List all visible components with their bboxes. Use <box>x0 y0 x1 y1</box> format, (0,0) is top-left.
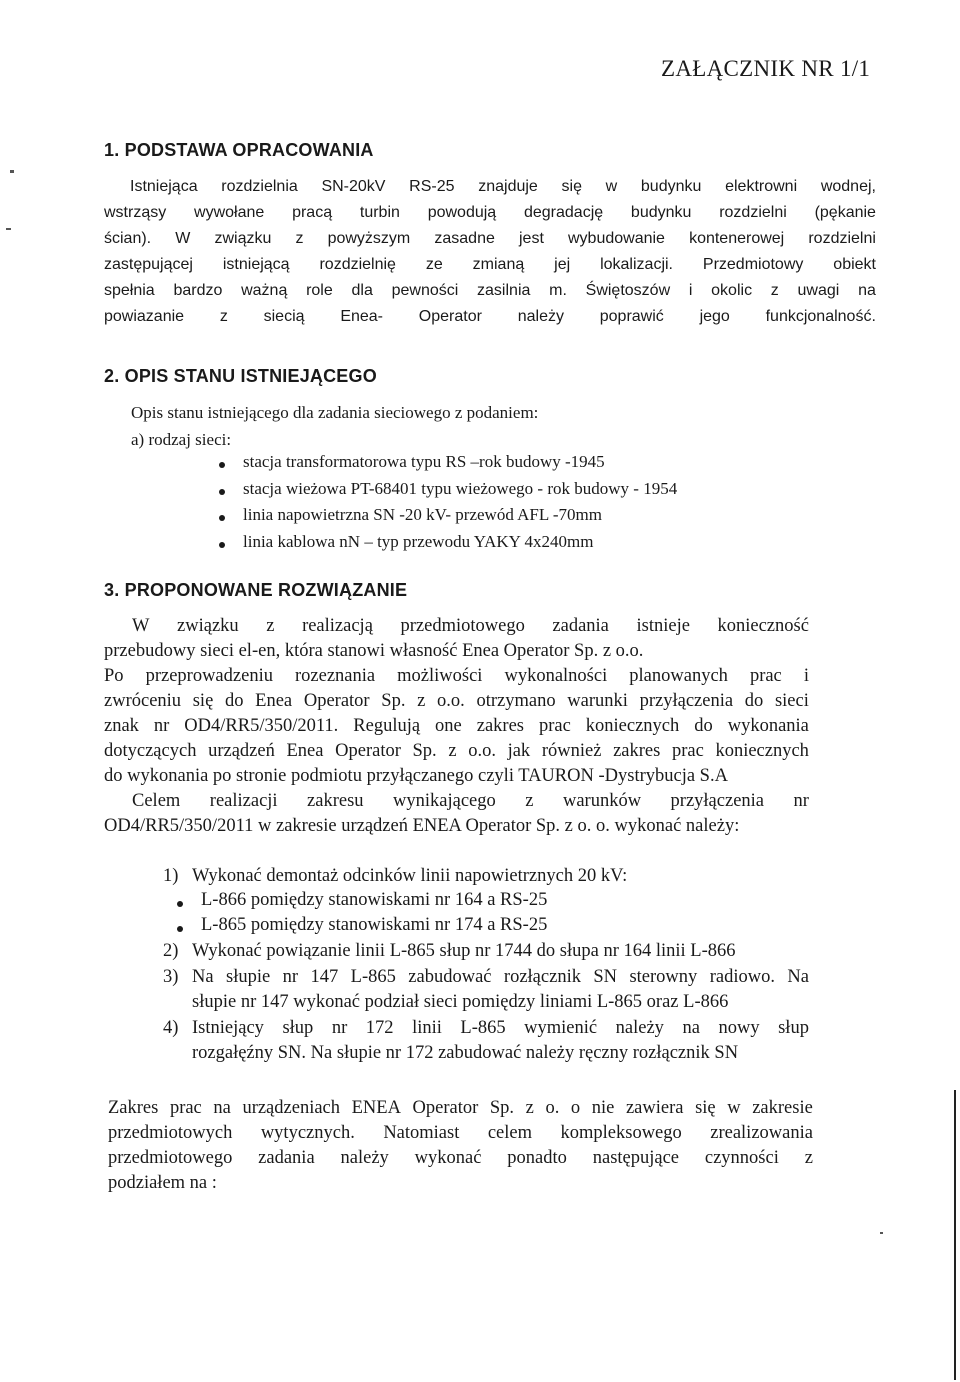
list-item: stacja wieżowa PT-68401 typu wieżowego - rok budowy - 1954 <box>243 479 678 498</box>
word: z <box>219 308 228 325</box>
section-3-paragraph <box>104 616 809 841</box>
word: one <box>435 716 462 736</box>
word: Na <box>192 967 214 987</box>
word: należy <box>615 1018 664 1038</box>
word: budynku <box>630 204 692 221</box>
word: Operator <box>418 308 482 325</box>
paragraph-line <box>104 282 876 308</box>
page-title: ZAŁĄCZNIK NR 1/1 <box>661 56 871 81</box>
word: Istniejący <box>192 1018 264 1038</box>
word: planowanych <box>629 666 728 686</box>
word: 172 <box>365 1018 394 1038</box>
word: z <box>417 691 426 711</box>
word: wywołane <box>194 204 265 221</box>
bullet-icon <box>219 462 225 468</box>
paragraph-line <box>104 741 809 766</box>
word: Operator <box>412 1098 479 1118</box>
word: należy <box>340 1148 389 1168</box>
item-line <box>192 967 809 992</box>
word: ENEA <box>351 1098 401 1118</box>
paragraph-line: do wykonania po stronie podmiotu przyłączanego czyli TAURON -Dystrybucja S.A <box>104 766 728 786</box>
section-1-paragraph <box>104 178 876 334</box>
word: poprawić <box>599 308 664 325</box>
item-line <box>192 1018 809 1043</box>
word: Natomiast <box>383 1123 460 1143</box>
word: następujące <box>592 1148 680 1168</box>
word: zakres <box>613 741 661 761</box>
word: przedmiotowego <box>400 616 525 636</box>
word: rozłącznik <box>503 967 581 987</box>
word: radiowo. <box>709 967 775 987</box>
word: prac <box>749 666 782 686</box>
word: L-865 <box>350 967 396 987</box>
bullet-icon <box>219 489 225 495</box>
item-text: Wykonać demontaż odcinków linii napowietrznych 20 kV: <box>192 866 628 886</box>
item-line: słupie nr 147 wykonać podział sieci pomiędzy liniami L-865 oraz L-866 <box>192 992 729 1012</box>
word: prac <box>671 741 704 761</box>
word: należy <box>517 308 564 325</box>
item-line: rozgałęźny SN. Na słupie nr 172 zabudować należy ręczny rozłącznik SN <box>192 1043 739 1063</box>
word: degradację <box>523 204 604 221</box>
word: zawiera <box>625 1098 684 1118</box>
list-item: linia kablowa nN – typ przewodu YAKY 4x240mm <box>243 532 594 551</box>
word: funkcjonalność. <box>765 308 876 325</box>
scan-speck <box>880 1232 883 1234</box>
word: o <box>570 1098 581 1118</box>
word: Operator <box>335 741 401 761</box>
word: znajduje <box>478 178 538 195</box>
paragraph-line <box>104 616 809 641</box>
word: z <box>448 741 457 761</box>
item-text <box>192 967 809 1017</box>
word: z <box>295 230 304 247</box>
word: wykonania <box>727 716 809 736</box>
bullet-icon <box>219 515 225 521</box>
word: istnieje <box>636 616 690 636</box>
word: Na <box>787 967 809 987</box>
word: w <box>605 178 618 195</box>
word: na <box>213 1098 231 1118</box>
word: otrzymano <box>476 691 556 711</box>
word: możliwości <box>397 666 483 686</box>
word: się <box>561 178 582 195</box>
word: Enea <box>255 691 293 711</box>
word: OD4/RR5/350/2011. <box>184 716 339 736</box>
word: Enea- <box>340 308 384 325</box>
word: słupie <box>226 967 271 987</box>
word: zabudować <box>408 967 492 987</box>
word: m. <box>549 282 567 299</box>
word: się <box>192 691 214 711</box>
paragraph-line <box>104 791 809 816</box>
word: rozdzielni <box>808 230 876 247</box>
word: rozeznania <box>295 666 376 686</box>
paragraph-line <box>104 204 876 230</box>
word: nr <box>331 1018 348 1038</box>
word: realizacji <box>209 791 278 811</box>
word: budynku <box>640 178 702 195</box>
section-2-sub: a) rodzaj sieci: <box>131 430 232 449</box>
word: do <box>224 691 244 711</box>
word: Zakres <box>108 1098 159 1118</box>
word: powyższym <box>327 230 411 247</box>
word: kompleksowego <box>560 1123 682 1143</box>
word: warunki <box>567 691 628 711</box>
word: prac <box>169 1098 202 1118</box>
item-number: 4) <box>163 1018 179 1038</box>
word: elektrowni <box>725 178 798 195</box>
word: przyłączenia <box>639 691 734 711</box>
word: okolic <box>711 282 753 299</box>
word: jak <box>507 741 531 761</box>
word: dotyczących <box>104 741 197 761</box>
word: wstrząsy <box>104 204 167 221</box>
paragraph-line <box>104 691 809 716</box>
word: rozdzielnia <box>221 178 298 195</box>
word: lokalizacji. <box>600 256 673 273</box>
word: na <box>858 282 876 299</box>
word: Świętoszów <box>585 282 671 299</box>
scan-edge-line <box>954 1090 956 1380</box>
word: turbin <box>359 204 400 221</box>
paragraph-line <box>104 230 876 256</box>
word: zasadne <box>434 230 495 247</box>
word: nr <box>793 791 809 811</box>
word: wymienić <box>524 1018 598 1038</box>
word: z <box>525 791 534 811</box>
word: Enea <box>286 741 324 761</box>
paragraph-line: przebudowy sieci el-en, która stanowi własność Enea Operator Sp. z o.o. <box>104 641 644 661</box>
word: do <box>694 716 713 736</box>
word: się <box>695 1098 716 1118</box>
word: koniecznych <box>715 741 809 761</box>
word: SN-20kV <box>321 178 386 195</box>
word: powiazanie <box>104 308 185 325</box>
list-item: stacja transformatorowa typu RS –rok budowy -1945 <box>243 452 605 471</box>
scan-speck <box>10 170 14 173</box>
word: uwagi <box>797 282 840 299</box>
word: rozdzielni <box>719 204 787 221</box>
word: z <box>770 282 779 299</box>
word: wytycznych. <box>260 1123 355 1143</box>
word: związku <box>177 616 239 636</box>
word: W <box>132 616 150 636</box>
word: przedmiotowego <box>108 1148 233 1168</box>
word: zakresu <box>307 791 364 811</box>
word: czynności <box>704 1148 779 1168</box>
word: koniecznych <box>585 716 680 736</box>
word: jego <box>699 308 730 325</box>
word: rozdzielnię <box>319 256 396 273</box>
word: celem <box>487 1123 533 1143</box>
bullet-icon <box>177 926 183 932</box>
word: sieci <box>774 691 809 711</box>
word: siecią <box>263 308 305 325</box>
word: zwróceniu <box>104 691 182 711</box>
word: przeprowadzeniu <box>145 666 273 686</box>
word: jej <box>554 256 571 273</box>
word: powodują <box>427 204 497 221</box>
word: nr <box>153 716 170 736</box>
word: wynikającego <box>393 791 496 811</box>
word: linii <box>412 1018 442 1038</box>
word: nr <box>282 967 299 987</box>
word: wykonać <box>414 1148 482 1168</box>
paragraph-line <box>104 178 876 204</box>
word: Istniejąca <box>130 178 198 195</box>
word: SN <box>593 967 618 987</box>
closing-paragraph <box>108 1098 813 1198</box>
paragraph-line: podziałem na : <box>108 1173 217 1193</box>
paragraph-line <box>104 256 876 282</box>
word: słup <box>778 1018 809 1038</box>
word: obiekt <box>833 256 876 273</box>
word: wybudowanie <box>568 230 665 247</box>
word: 147 <box>310 967 339 987</box>
section-2-intro: Opis stanu istniejącego dla zadania sieciowego z podaniem: <box>131 403 539 422</box>
word: urządzeniach <box>242 1098 341 1118</box>
section-2-heading: 2. OPIS STANU ISTNIEJĄCEGO <box>104 366 377 386</box>
word: ważną <box>241 282 288 299</box>
word: zasilnia <box>477 282 531 299</box>
word: Sp. <box>489 1098 515 1118</box>
paragraph-line <box>104 666 809 691</box>
word: przedmiotowych <box>108 1123 233 1143</box>
word: również <box>541 741 602 761</box>
paragraph-line <box>108 1098 813 1123</box>
word: słup <box>282 1018 314 1038</box>
word: z <box>525 1098 534 1118</box>
word: ze <box>425 256 443 273</box>
word: i <box>803 666 809 686</box>
word: pewności <box>391 282 459 299</box>
word: o.o. <box>437 691 465 711</box>
word: ponadto <box>507 1148 567 1168</box>
word: prac <box>538 716 571 736</box>
word: L-865 <box>460 1018 506 1038</box>
paragraph-line <box>108 1123 813 1148</box>
word: RS-25 <box>409 178 455 195</box>
word: do <box>744 691 764 711</box>
word: Sp. <box>381 691 406 711</box>
item-text <box>192 1018 809 1068</box>
list-item: L-866 pomiędzy stanowiskami nr 164 a RS-25 <box>201 890 548 910</box>
word: znak <box>104 716 139 736</box>
word: związku <box>214 230 272 247</box>
section-1-heading: 1. PODSTAWA OPRACOWANIA <box>104 140 374 160</box>
word: w <box>727 1098 741 1118</box>
word: istniejącą <box>222 256 290 273</box>
word: Przedmiotowy <box>702 256 804 273</box>
paragraph-line <box>104 716 809 741</box>
paragraph-line: OD4/RR5/350/2011 w zakresie urządzeń ENEA Operator Sp. z o. o. wykonać należy: <box>104 816 740 836</box>
word: wodnej, <box>820 178 876 195</box>
word: sterowny <box>629 967 698 987</box>
scan-speck <box>6 228 11 230</box>
word: Operator <box>303 691 370 711</box>
bullet-icon <box>177 901 183 907</box>
word: Regulują <box>353 716 421 736</box>
word: o.o. <box>468 741 496 761</box>
word: nie <box>591 1098 615 1118</box>
item-text: Wykonać powiązanie linii L-865 słup nr 1744 do słupa nr 164 linii L-866 <box>192 941 736 961</box>
word: Sp. <box>412 741 437 761</box>
word: konieczność <box>717 616 809 636</box>
word: spełnia <box>104 282 155 299</box>
word: z <box>804 1148 813 1168</box>
word: W <box>175 230 191 247</box>
word: i <box>688 282 693 299</box>
word: nowy <box>718 1018 760 1038</box>
list-item: linia napowietrzna SN -20 kV- przewód AFL -70mm <box>243 505 602 524</box>
word: realizacją <box>302 616 373 636</box>
word: (pękanie <box>814 204 876 221</box>
word: przyłączenia <box>670 791 765 811</box>
item-number: 3) <box>163 967 179 987</box>
word: ścian). <box>104 230 152 247</box>
word: z <box>266 616 275 636</box>
word: zrealizowania <box>710 1123 813 1143</box>
list-item: L-865 pomiędzy stanowiskami nr 174 a RS-25 <box>201 915 548 935</box>
word: kontenerowej <box>689 230 785 247</box>
word: zakres <box>476 716 524 736</box>
word: zmianą <box>472 256 525 273</box>
word: urządzeń <box>208 741 275 761</box>
word: wykonalności <box>504 666 608 686</box>
paragraph-line <box>108 1148 813 1173</box>
word: pracą <box>292 204 333 221</box>
word: zadania <box>258 1148 315 1168</box>
word: Po <box>104 666 124 686</box>
section-3-heading: 3. PROPONOWANE ROZWIĄZANIE <box>104 580 408 600</box>
word: dla <box>351 282 373 299</box>
word: na <box>682 1018 700 1038</box>
word: o. <box>545 1098 560 1118</box>
word: Celem <box>132 791 181 811</box>
item-number: 2) <box>163 941 179 961</box>
word: bardzo <box>173 282 223 299</box>
word: zadania <box>552 616 609 636</box>
word: jest <box>518 230 544 247</box>
bullet-icon <box>219 542 225 548</box>
word: role <box>306 282 333 299</box>
word: zastępującej <box>104 256 193 273</box>
item-number: 1) <box>163 866 179 886</box>
paragraph-line <box>104 308 876 334</box>
word: warunków <box>562 791 642 811</box>
word: zakresie <box>752 1098 813 1118</box>
